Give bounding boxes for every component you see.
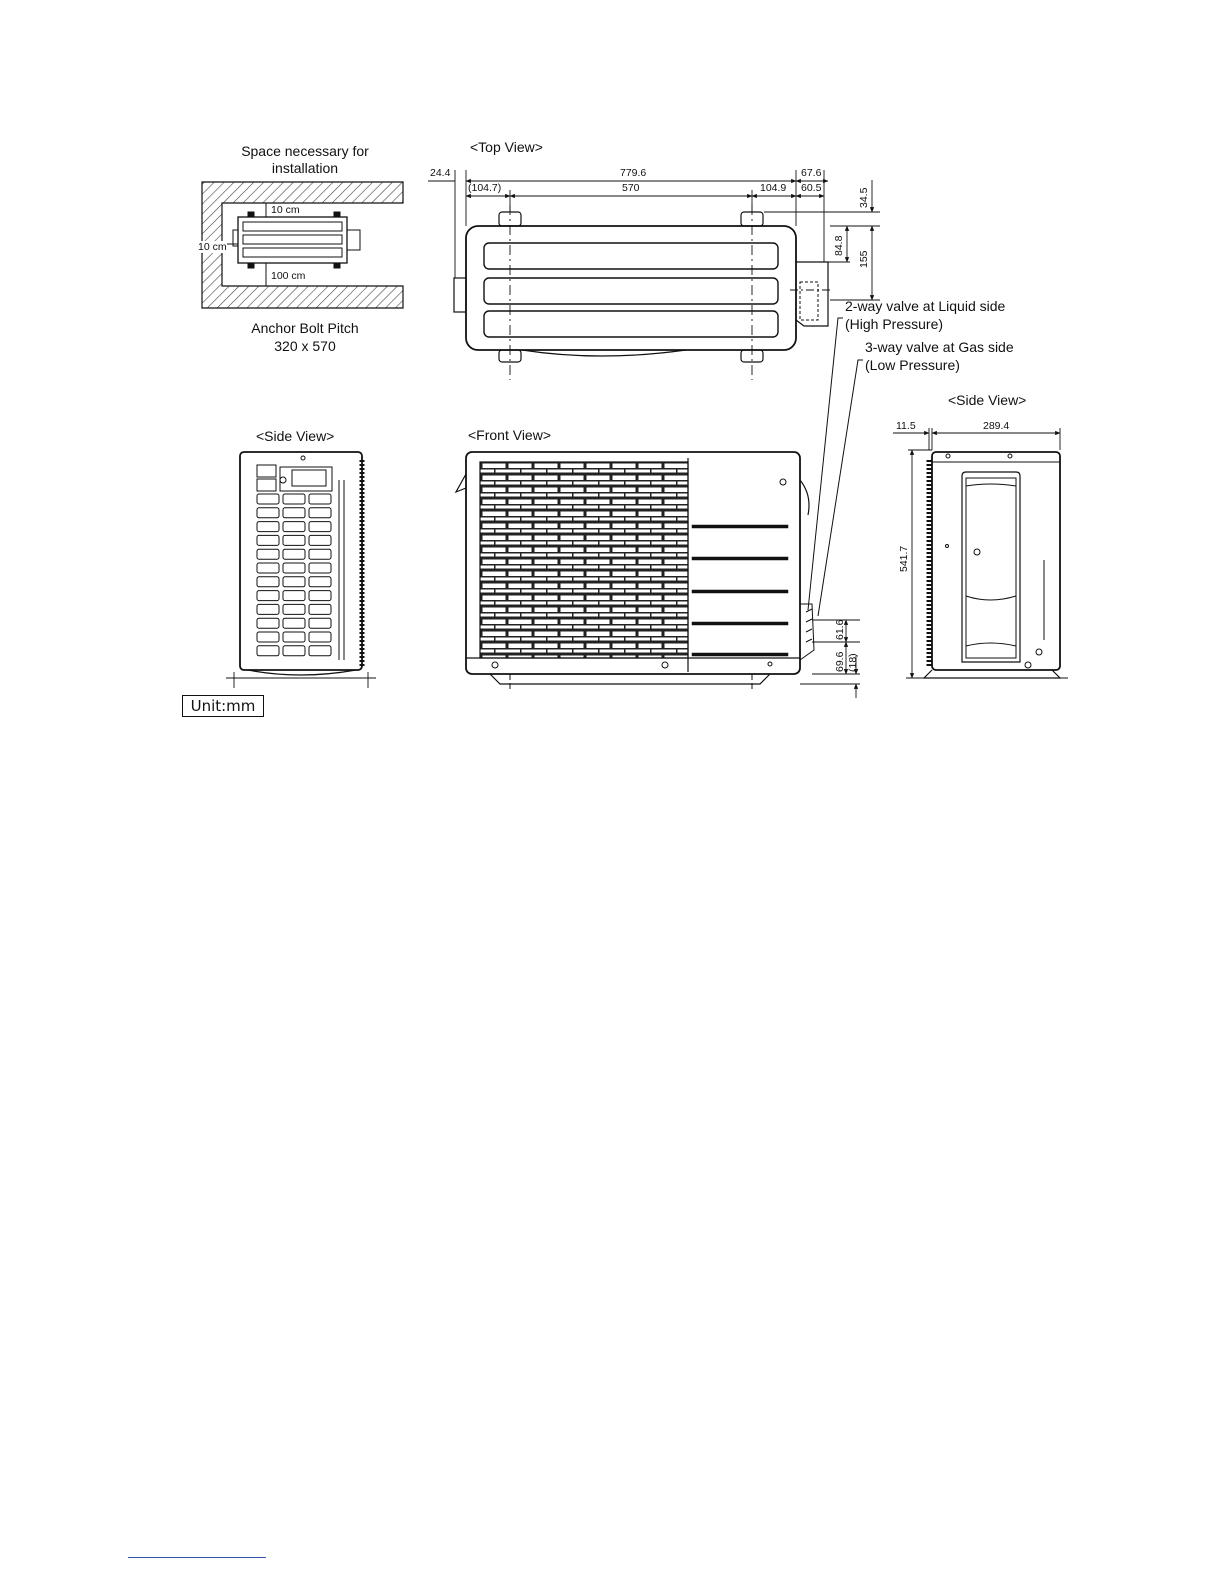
clearance-left-label: 10 cm [198,241,227,253]
top-view-title: <Top View> [470,139,543,155]
clearance-bottom-label: 100 cm [271,270,306,282]
anchor-bolt-title: Anchor Bolt Pitch [251,320,359,336]
dim-541-7: 541.7 [898,545,910,572]
dim-67-6: 67.6 [801,167,822,179]
dim-570: 570 [622,182,640,194]
gas-valve-pressure: (Low Pressure) [865,357,960,373]
dim-104-9: 104.9 [760,182,787,194]
dim-289-4: 289.4 [983,420,1010,432]
gas-valve-label: 3-way valve at Gas side [865,339,1014,355]
installation-space-diagram [202,182,403,308]
right-side-view-drawing [893,428,1068,678]
left-side-view-title: <Side View> [256,428,335,444]
dim-779-6: 779.6 [620,167,647,179]
dim-61-6: 61.6 [834,619,846,640]
install-title-line2: installation [271,160,339,176]
front-view-drawing [456,452,860,698]
dim-60-5: 60.5 [801,182,822,194]
liquid-valve-label: 2-way valve at Liquid side [845,298,1006,314]
dim-24-4: 24.4 [430,167,451,179]
front-view-title: <Front View> [468,427,552,443]
clearance-top-label: 10 cm [271,204,300,216]
dim-84-8: 84.8 [833,235,845,256]
dim-155: 155 [858,250,870,268]
dim-11-5: 11.5 [896,420,916,432]
dim-69-6: 69.6 [834,651,846,672]
dim-18: (18) [847,653,859,672]
valve-leader-lines [808,318,863,616]
top-view-drawing [428,170,880,380]
left-side-view-drawing [226,452,376,688]
anchor-bolt-value: 320 x 570 [274,338,336,354]
right-side-view-title: <Side View> [948,392,1027,408]
dim-34-5: 34.5 [858,187,870,208]
install-title-line1: Space necessary for [241,143,369,159]
unit-label: Unit:mm [182,695,264,717]
dim-104-7: (104.7) [468,182,502,194]
footer-rule [128,1557,266,1558]
liquid-valve-pressure: (High Pressure) [845,316,944,332]
